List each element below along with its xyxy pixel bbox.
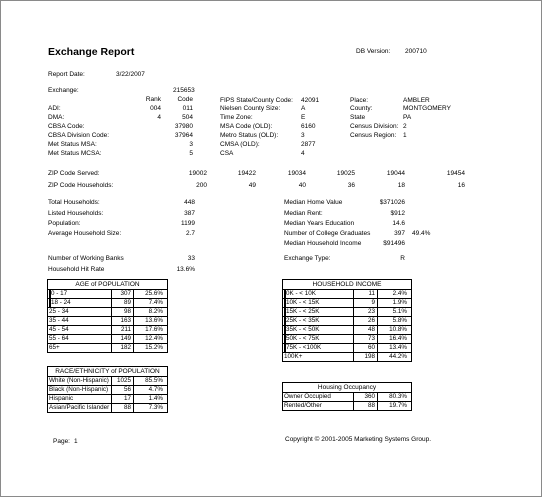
row-count: 211	[111, 326, 133, 334]
field-label: Census Division:	[350, 123, 399, 130]
hit-rate-label: Household Hit Rate	[48, 266, 105, 273]
row-percent: 1.4%	[133, 395, 165, 403]
row-count: 23	[353, 308, 377, 316]
zip-household-count: 200	[196, 182, 207, 189]
stat-value: $912	[390, 210, 405, 217]
row-percent: 7.3%	[133, 404, 165, 412]
stat-value: 397	[394, 230, 405, 237]
zip-served-label: ZIP Code Served:	[48, 170, 100, 177]
stat-label: Median Home Value	[284, 199, 343, 206]
row-percent: 19.7%	[377, 402, 409, 410]
stat-label: Average Household Size:	[48, 230, 122, 237]
row-label: 0 - 17	[49, 290, 113, 298]
table-row	[48, 344, 167, 352]
field-value: PA	[403, 114, 412, 121]
report-title: Exchange Report	[48, 46, 135, 58]
row-percent: 44.2%	[377, 353, 409, 361]
page-label: Page:	[53, 438, 70, 445]
row-label: 25K - < 35K	[284, 317, 355, 325]
row-label: 35 - 44	[49, 317, 69, 324]
field-label: State	[350, 114, 366, 121]
field-label: CBSA Code:	[48, 123, 85, 130]
table-row	[283, 344, 411, 353]
row-percent: 16.4%	[377, 335, 409, 343]
row-percent: 17.6%	[133, 326, 165, 334]
field-label: DMA:	[48, 114, 65, 121]
row-count: 1025	[111, 377, 133, 385]
row-label: 18 - 24	[49, 299, 113, 307]
income-table-title: HOUSEHOLD INCOME	[283, 280, 411, 290]
field-rank: 4	[157, 114, 161, 121]
row-label: 50K - < 75K	[284, 335, 355, 343]
stat-label: Median Household Income	[284, 240, 362, 247]
row-count: 360	[353, 393, 377, 401]
field-label: FIPS State/County Code:	[220, 97, 293, 104]
stat-value: 1199	[181, 220, 195, 227]
stat-value: 2.7	[185, 230, 195, 237]
exchange-type-label: Exchange Type:	[284, 255, 331, 262]
table-row	[48, 290, 167, 299]
row-label: 10K - < 15K	[284, 299, 355, 307]
row-count: 198	[353, 353, 377, 361]
stat-label: Number of College Graduates	[284, 230, 371, 237]
row-count: 9	[353, 299, 377, 307]
row-label: 65+	[49, 344, 60, 351]
row-count: 88	[111, 404, 133, 412]
row-label: Owner Occupied	[284, 393, 331, 400]
field-value: 2	[403, 123, 407, 130]
copyright: Copyright © 2001-2005 Marketing Systems Group.	[285, 436, 432, 443]
row-label: 45 - 54	[49, 326, 69, 333]
field-value: 4	[301, 150, 305, 157]
table-row	[48, 395, 167, 404]
table-row	[283, 393, 411, 402]
zip-household-count: 16	[457, 182, 465, 189]
field-label: Metro Status (OLD):	[220, 132, 279, 139]
stat-value: $371026	[379, 199, 405, 206]
zip-household-count: 49	[248, 182, 256, 189]
field-label: Met Status MSA:	[48, 141, 97, 148]
table-row	[48, 317, 167, 326]
row-count: 26	[353, 317, 377, 325]
row-count: 88	[353, 402, 377, 410]
banks-value: 33	[187, 255, 195, 262]
stat-label: Median Years Education	[284, 220, 355, 227]
row-percent: 25.6%	[133, 290, 165, 298]
zip-code: 19002	[188, 170, 207, 177]
occupancy-table-title: Housing Occupancy	[283, 383, 411, 393]
table-row	[48, 299, 167, 308]
row-label: Asian/Pacific Islander	[49, 404, 110, 411]
row-percent: 4.7%	[133, 386, 165, 394]
row-count: 56	[111, 386, 133, 394]
row-count: 182	[111, 344, 133, 352]
db-version-label: DB Version:	[356, 48, 391, 55]
row-label: Rented/Other	[284, 402, 322, 409]
row-count: 11	[353, 290, 377, 298]
row-percent: 5.8%	[377, 317, 409, 325]
row-count: 17	[111, 395, 133, 403]
zip-code: 19422	[237, 170, 256, 177]
zip-household-count: 18	[397, 182, 405, 189]
field-code: 5	[189, 150, 193, 157]
table-row	[48, 308, 167, 317]
stat-label: Listed Households:	[48, 210, 104, 217]
field-label: Census Region:	[350, 132, 397, 139]
table-row	[283, 353, 411, 361]
row-count: 163	[111, 317, 133, 325]
race-ethnicity-table	[47, 366, 168, 413]
page-number: 1	[74, 438, 78, 445]
row-percent: 15.2%	[133, 344, 165, 352]
row-label: 35K - < 50K	[284, 326, 355, 334]
row-count: 60	[353, 344, 377, 352]
row-label: 25 - 34	[49, 308, 69, 315]
field-label: Place:	[350, 97, 369, 104]
field-value: 1	[403, 132, 407, 139]
field-code: 504	[182, 114, 193, 121]
stat-value: 448	[184, 199, 195, 206]
table-row	[283, 299, 411, 308]
field-value: 3	[301, 132, 305, 139]
hit-rate-value: 13.6%	[176, 266, 195, 273]
field-value: E	[301, 114, 306, 121]
row-label: 15K - < 25K	[284, 308, 355, 316]
field-label: ADI:	[48, 105, 61, 112]
housing-occupancy-table	[282, 382, 412, 411]
row-percent: 13.4%	[377, 344, 409, 352]
zip-household-count: 36	[347, 182, 355, 189]
age-of-population-table	[47, 279, 168, 353]
table-row	[283, 335, 411, 344]
field-value: 6160	[301, 123, 316, 130]
table-row	[48, 377, 167, 386]
field-code: 37964	[174, 132, 193, 139]
stat-label: Total Households:	[48, 199, 100, 206]
table-row	[48, 326, 167, 335]
rank-header: Rank	[145, 96, 161, 103]
report-date-value: 3/22/2007	[116, 71, 145, 78]
zip-households-label: ZIP Code Households:	[48, 182, 114, 189]
exchange-value: 215653	[173, 87, 195, 94]
row-count: 98	[111, 308, 133, 316]
row-label: White (Non-Hispanic)	[49, 377, 109, 384]
row-label: 55 - 64	[49, 335, 69, 342]
table-row	[283, 317, 411, 326]
field-value: AMBLER	[403, 97, 430, 104]
row-percent: 12.4%	[133, 335, 165, 343]
row-count: 73	[353, 335, 377, 343]
race-table-title: RACE/ETHNICITY of POPULATION	[48, 367, 167, 377]
row-percent: 7.4%	[133, 299, 165, 307]
row-percent: 2.4%	[377, 290, 409, 298]
zip-code: 19034	[287, 170, 306, 177]
code-header: Code	[177, 96, 193, 103]
row-count: 48	[353, 326, 377, 334]
row-label: 0K - < 10K	[284, 290, 355, 298]
stat-value: $91496	[383, 240, 405, 247]
table-row	[48, 404, 167, 412]
row-label: 75K - <100K	[284, 344, 355, 352]
exchange-type-value: R	[400, 255, 405, 262]
table-row	[283, 326, 411, 335]
field-value: MONTGOMERY	[403, 105, 451, 112]
field-code: 011	[182, 105, 193, 112]
table-row	[48, 386, 167, 395]
field-label: County:	[350, 105, 373, 112]
table-row	[283, 402, 411, 410]
table-row	[283, 290, 411, 299]
field-rank: 004	[150, 105, 161, 112]
field-code: 37980	[174, 123, 193, 130]
report-date-label: Report Date:	[48, 71, 85, 78]
stat-percent: 49.4%	[412, 230, 431, 237]
row-count: 307	[111, 290, 133, 298]
field-label: CSA	[220, 150, 234, 157]
db-version-value: 200710	[405, 48, 427, 55]
table-row	[283, 308, 411, 317]
field-value: A	[301, 105, 306, 112]
row-percent: 85.5%	[133, 377, 165, 385]
household-income-table	[282, 279, 412, 362]
field-code: 3	[189, 141, 193, 148]
row-percent: 10.8%	[377, 326, 409, 334]
field-label: CMSA (OLD):	[220, 141, 260, 148]
zip-code: 19025	[336, 170, 355, 177]
row-percent: 80.3%	[377, 393, 409, 401]
field-value: 2877	[301, 141, 316, 148]
field-label: Met Status MCSA:	[48, 150, 102, 157]
row-count: 89	[111, 299, 133, 307]
row-count: 149	[111, 335, 133, 343]
row-percent: 8.2%	[133, 308, 165, 316]
zip-household-count: 40	[298, 182, 306, 189]
row-percent: 13.6%	[133, 317, 165, 325]
stat-label: Median Rent:	[284, 210, 323, 217]
row-percent: 5.1%	[377, 308, 409, 316]
table-row	[48, 335, 167, 344]
field-label: Nielsen County Size:	[220, 105, 281, 112]
stat-value: 14.6	[392, 220, 405, 227]
field-label: MSA Code (OLD):	[220, 123, 273, 130]
row-label: Hispanic	[49, 395, 74, 402]
stat-label: Population:	[48, 220, 81, 227]
banks-label: Number of Working Banks	[48, 255, 124, 262]
exchange-label: Exchange:	[48, 87, 79, 94]
row-label: 100K+	[284, 353, 303, 360]
zip-code: 19044	[386, 170, 405, 177]
zip-code: 19454	[446, 170, 465, 177]
row-percent: 1.9%	[377, 299, 409, 307]
stat-value: 387	[184, 210, 195, 217]
field-label: CBSA Division Code:	[48, 132, 110, 139]
age-table-title: AGE of POPULATION	[48, 280, 167, 290]
field-label: Time Zone:	[220, 114, 253, 121]
row-label: Black (Non-Hispanic)	[49, 386, 109, 393]
field-value: 42091	[301, 97, 320, 104]
